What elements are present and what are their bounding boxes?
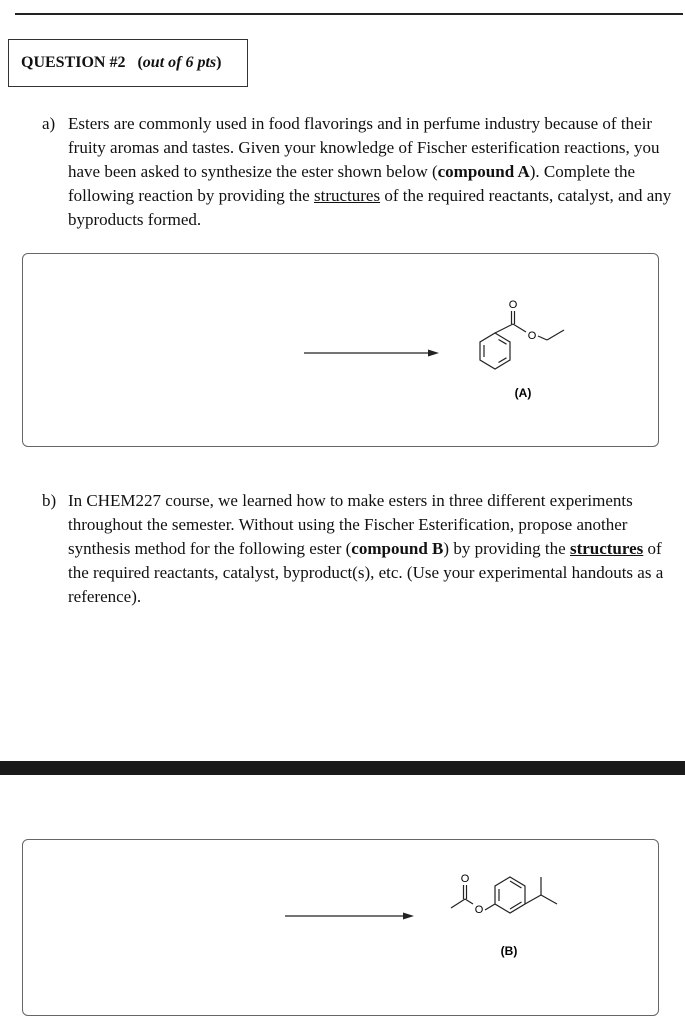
compound-b-ester-o: O — [474, 904, 484, 916]
part-a-text-2: ). Complete the following reaction by providing the — [68, 162, 636, 205]
question-points: out of 6 pts — [142, 54, 217, 71]
answer-box-b[interactable] — [22, 839, 659, 1016]
points-close: ) — [216, 54, 222, 71]
part-b-text-1: In CHEM227 course, we learned how to make esters in three different experiments throughout the semester. Without using the Fischer Esterification, propose another synthesis method for the following ester ( — [68, 491, 633, 558]
part-b-text-2: ) by providing the — [443, 539, 570, 558]
part-b-bold-underline-structures: structures — [569, 539, 644, 558]
part-b-text-3: of the required reactants, catalyst, byproduct(s), etc. (Use your experimental handouts as a reference). — [68, 539, 664, 606]
reaction-scheme-a — [23, 254, 660, 448]
answer-box-a[interactable] — [22, 253, 659, 447]
arrowhead-b — [403, 913, 414, 920]
part-a-text-3: of the required reactants, catalyst, and any byproducts formed. — [68, 186, 672, 229]
points-open: ( — [137, 54, 143, 71]
part-b-bold-compound: compound B — [351, 539, 444, 558]
compound-a-carbonyl-o: O — [508, 299, 518, 311]
compound-a-ester-o: O — [527, 330, 537, 342]
arrowhead-a — [428, 350, 439, 357]
reaction-scheme-b — [23, 840, 660, 1017]
compound-a-label: (A) — [514, 386, 532, 400]
compound-b-carbonyl-o: O — [460, 873, 470, 885]
part-a-paragraph — [42, 112, 680, 232]
question-title: QUESTION #2 — [21, 54, 126, 71]
top-rule — [15, 13, 683, 15]
part-b-paragraph — [42, 489, 680, 609]
part-a-underline-structures: structures — [313, 186, 381, 205]
compound-b-label: (B) — [500, 944, 518, 958]
part-a-bold-compound: compound A — [437, 162, 530, 181]
part-a-label: a) — [42, 114, 56, 133]
question-header — [8, 39, 248, 87]
part-a-text-1: Esters are commonly used in food flavorings and in perfume industry because of their fruity aromas and tastes. Given your knowledge of Fischer esterification reactions, you have been asked to synthesize the ester shown below ( — [68, 114, 660, 181]
compound-a-structure — [480, 311, 564, 369]
page-divider-band — [0, 761, 685, 775]
part-b-label: b) — [42, 491, 57, 510]
